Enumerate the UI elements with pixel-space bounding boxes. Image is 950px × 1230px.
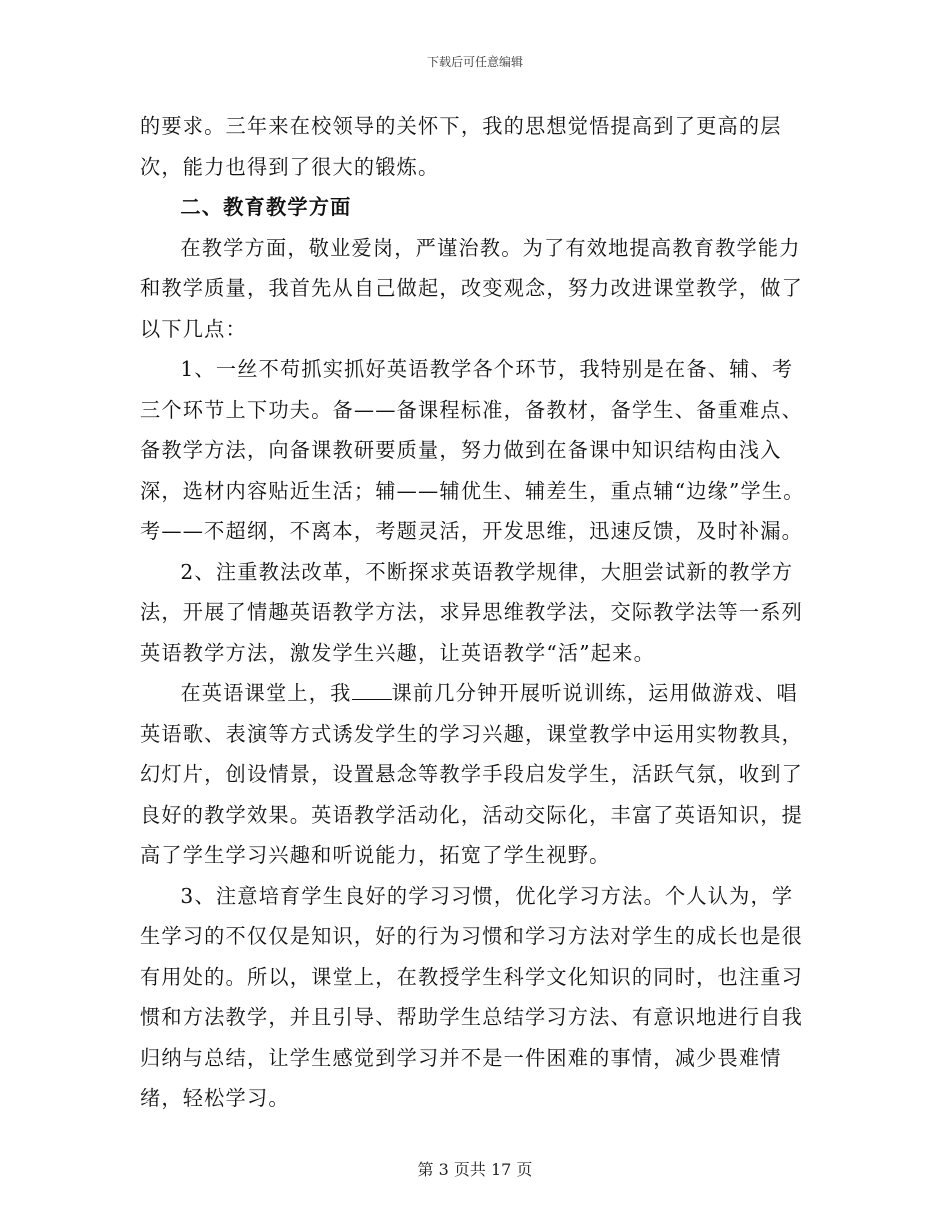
paragraph-continuation: 的要求。三年来在校领导的关怀下，我的思想觉悟提高到了更高的层次，能力也得到了很大的锻炼。 [140, 114, 782, 179]
paragraph-point-2: 2、注重教法改革，不断探求英语教学规律，大胆尝试新的教学方法，开展了情趣英语教学方法，求异思维教学法，交际教学法等一系列英语教学方法，激发学生兴趣，让英语教学“活”起来。 [140, 559, 804, 665]
paragraph-classroom-rest: 课前几分钟开展听说训练，运用做游戏、唱英语歌、表演等方式诱发学生的学习兴趣，课堂教学中运用实物教具，幻灯片，创设情景，设置悬念等教学手段启发学生，活跃气氛，收到了良好的教学效果。英语教学活动化，活动交际化，丰富了英语知识，提高了学生学习兴趣和听说能力，拓宽了学生视野。 [140, 681, 804, 867]
paragraph-teaching-intro: 在教学方面，敬业爱岗，严谨治教。为了有效地提高教育教学能力和教学质量，我首先从自己做起，改变观念，努力改进课堂教学，做了以下几点： [140, 235, 804, 341]
paragraph-classroom-start: 在英语课堂上，我 [180, 681, 352, 705]
paragraph-point-3: 3、注意培育学生良好的学习习惯，优化学习方法。个人认为，学生学习的不仅仅是知识，好的行为习惯和学习方法对学生的成长也是很有用处的。所以，课堂上，在教授学生科学文化知识的同时，也注重习惯和方法教学，并且引导、帮助学生总结学习方法、有意识地进行自我归纳与总结，让学生感觉到学习并不是一件困难的事情，减少畏难情绪，轻松学习。 [140, 883, 804, 1110]
page-number: 第 3 页共 17 页 [417, 1160, 533, 1179]
header-note: 下载后可任意编辑 [426, 55, 523, 69]
document-body [140, 106, 810, 1119]
paragraph-point-1: 1、一丝不苟抓实抓好英语教学各个环节，我特别是在备、辅、考三个环节上下功夫。备——备课程标准，备教材，备学生、备重难点、备教学方法，向备课教研要质量，努力做到在备课中知识结构由浅入深，选材内容贴近生活；辅——辅优生、辅差生，重点辅“边缘”学生。考——不超纲，不离本，考题灵活，开发思维，迅速反馈，及时补漏。 [140, 357, 805, 543]
paragraph-classroom [140, 673, 810, 876]
blank-underline [352, 681, 392, 700]
section-heading: 二、教育教学方面 [180, 195, 352, 219]
